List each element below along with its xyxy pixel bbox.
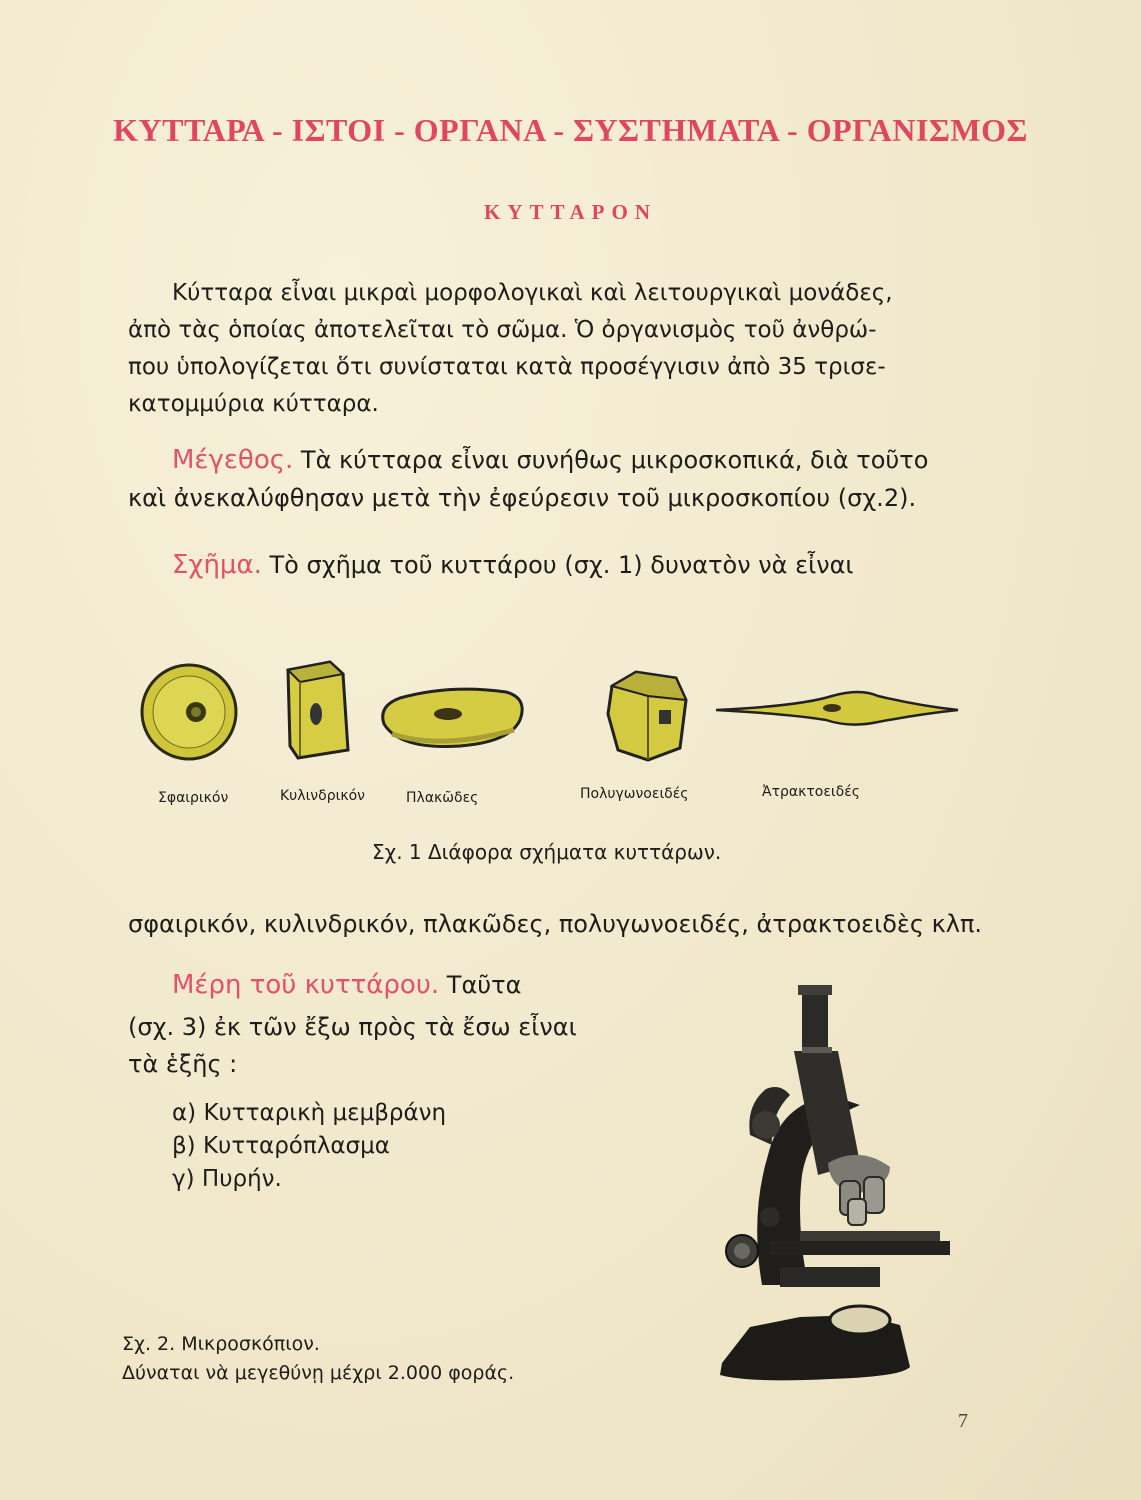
parts-text-2: (σχ. 3) ἐκ τῶν ἔξω πρὸς τὰ ἔσω εἶναι xyxy=(128,1013,577,1041)
parts-heading: Μέρη τοῦ κυττάρου. xyxy=(172,970,440,1000)
label-cylindrical: Κυλινδρικόν xyxy=(280,788,365,804)
size-heading: Μέγεθος. xyxy=(172,445,294,475)
size-paragraph-line-1 xyxy=(172,445,928,475)
parts-text-3: τὰ ἑξῆς : xyxy=(128,1050,238,1078)
size-text-1: Τὰ κύτταρα εἶναι συνήθως μικροσκοπικά, διὰ τοῦτο xyxy=(300,446,929,474)
size-text-2: καὶ ἀνεκαλύφθησαν μετὰ τὴν ἐφεύρεσιν τοῦ μικροσκοπίου (σχ.2). xyxy=(128,484,917,512)
figure-2-caption-line-2: Δύναται νὰ μεγεθύνῃ μέχρι 2.000 φοράς. xyxy=(122,1362,515,1384)
intro-line-2: ἀπὸ τὰς ὁποίας ἀποτελεῖται τὸ σῶμα. Ὁ ὀργανισμὸς τοῦ ἀνθρώ- xyxy=(128,317,877,343)
section-title: ΚΥΤΤΑΡΟΝ xyxy=(484,200,657,224)
intro-line-1: Κύτταρα εἶναι μικραὶ μορφολογικαὶ καὶ λειτουργικαὶ μονάδες, xyxy=(172,280,893,306)
label-polygonal: Πολυγωνοειδές xyxy=(580,786,689,802)
parts-text-1: Ταῦτα xyxy=(446,971,522,999)
spherical-cell-illustration xyxy=(142,665,236,759)
parts-paragraph-line-1 xyxy=(172,970,521,1000)
cylindrical-cell-illustration xyxy=(288,662,348,758)
shape-heading: Σχῆμα. xyxy=(172,550,262,580)
label-spherical: Σφαιρικόν xyxy=(158,790,229,806)
polygonal-cell-illustration xyxy=(608,672,686,760)
microscope-illustration xyxy=(710,985,970,1405)
figure-2-caption-line-1: Σχ. 2. Μικροσκόπιον. xyxy=(122,1333,320,1355)
shape-text-1: Τὸ σχῆμα τοῦ κυττάρου (σχ. 1) δυνατὸν νὰ εἶναι xyxy=(269,551,854,579)
shape-paragraph-line-1 xyxy=(172,550,854,580)
label-flat: Πλακῶδες xyxy=(406,790,479,806)
page-number: 7 xyxy=(958,1410,968,1432)
flat-cell-illustration xyxy=(383,689,522,746)
parts-item-membrane: α) Κυτταρικὴ μεμβράνη xyxy=(172,1100,447,1126)
parts-item-nucleus: γ) Πυρήν. xyxy=(172,1166,282,1192)
parts-item-cytoplasm: β) Κυτταρόπλασμα xyxy=(172,1133,390,1159)
shape-text-2: σφαιρικόν, κυλινδρικόν, πλακῶδες, πολυγωνοειδές, ἀτρακτοειδὲς κλπ. xyxy=(128,910,983,938)
intro-line-3: που ὑπολογίζεται ὅτι συνίσταται κατὰ προσέγγισιν ἀπὸ 35 τρισε- xyxy=(128,354,886,380)
intro-line-4: κατομμύρια κύτταρα. xyxy=(128,391,379,417)
spindle-cell-illustration xyxy=(716,692,958,725)
figure-1-caption: Σχ. 1 Διάφορα σχήματα κυττάρων. xyxy=(372,840,722,864)
page-title: ΚΥΤΤΑΡΑ - ΙΣΤΟΙ - ΟΡΓΑΝΑ - ΣΥΣΤΗΜΑΤΑ - ΟΡΓΑΝΙΣΜΟΣ xyxy=(113,112,1028,148)
label-spindle: Ἀτρακτοειδές xyxy=(762,784,861,800)
